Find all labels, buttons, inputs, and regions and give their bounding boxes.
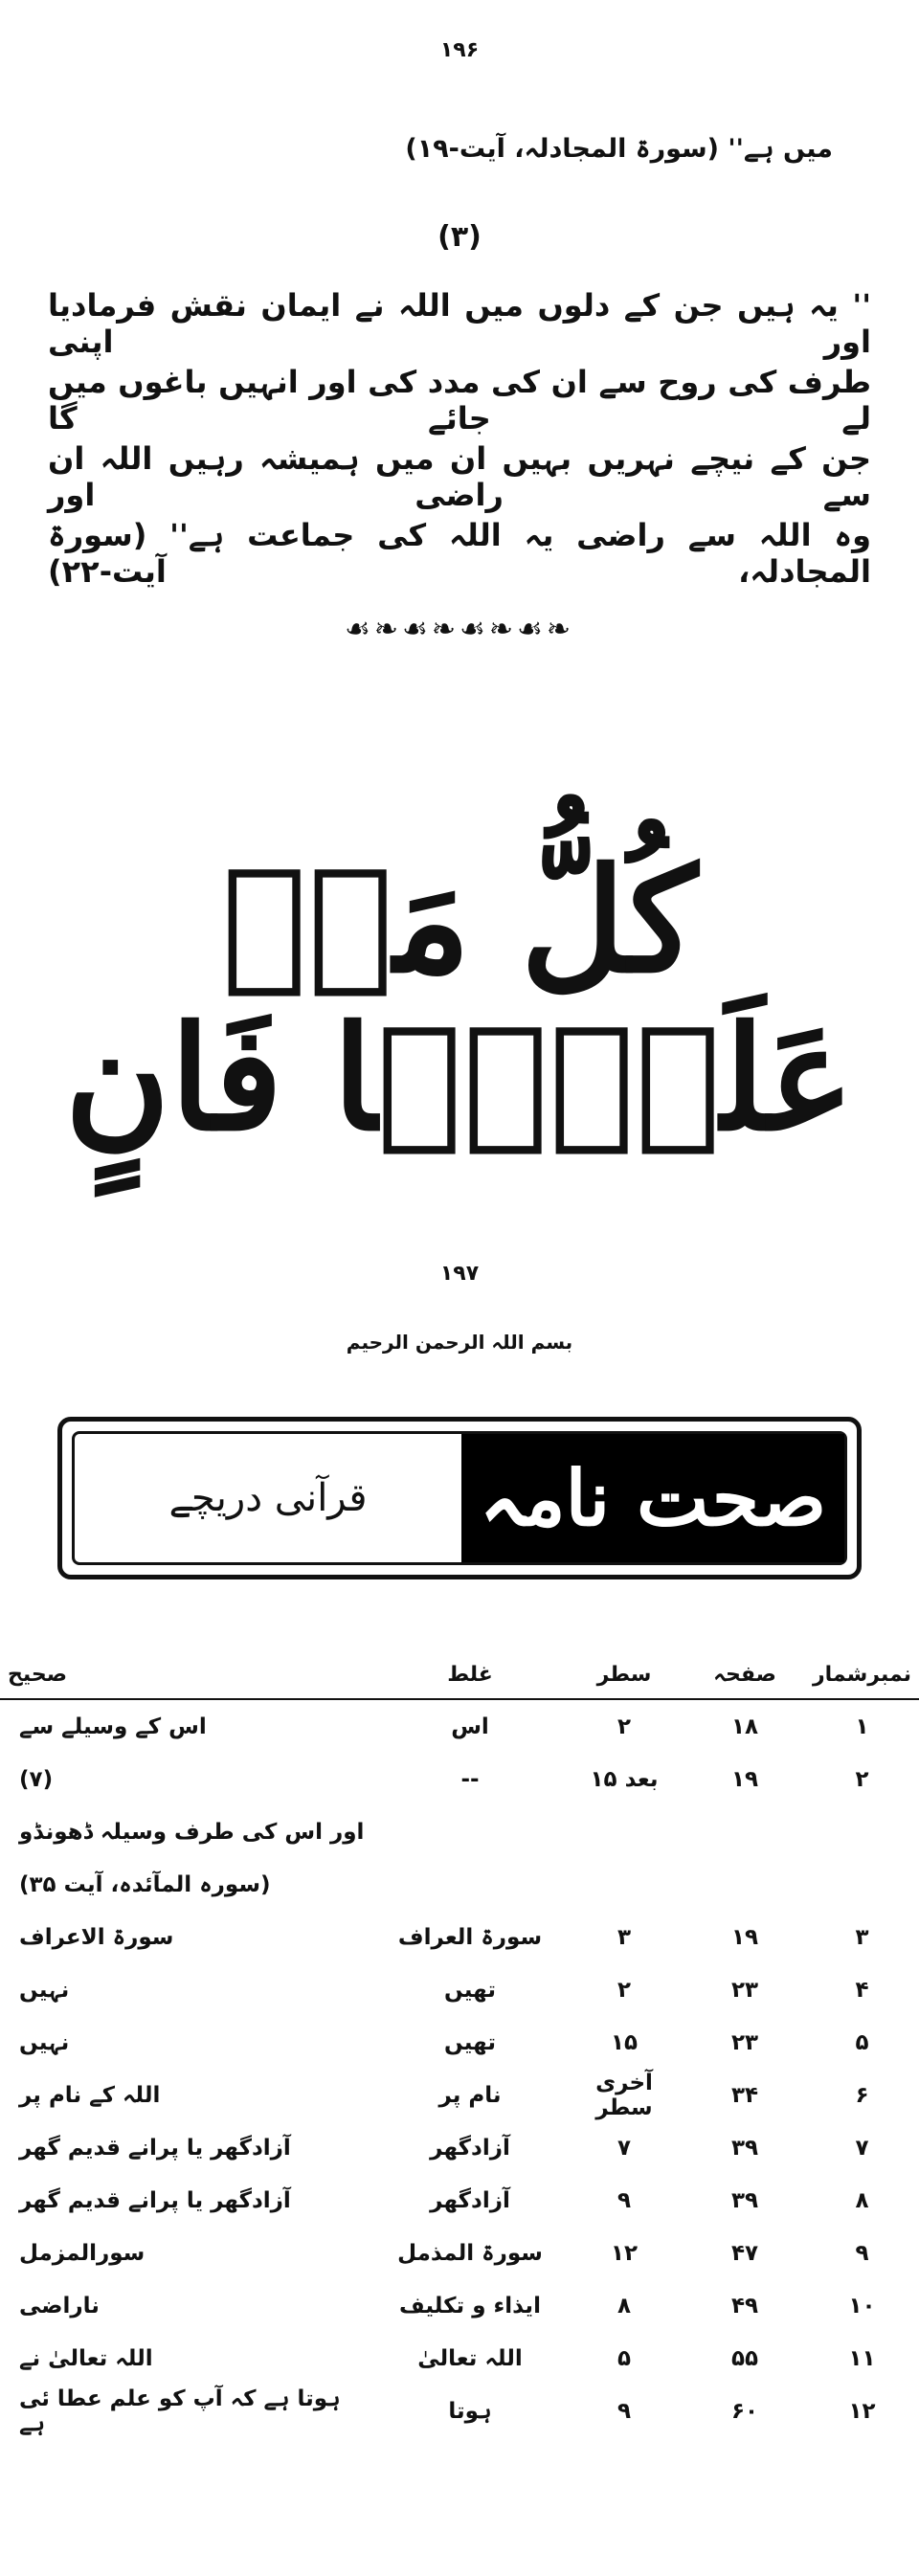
page-number-bottom: ۱۹۷: [439, 1262, 480, 1286]
banner-subtitle: قرآنی دریچے: [168, 1476, 368, 1520]
cell-serial: ۱: [855, 1714, 869, 1739]
cell-wrong: [376, 1805, 564, 1858]
table-row: [0, 1963, 919, 2016]
cell-line: [564, 1805, 684, 1858]
errata-header-row: [0, 1651, 919, 1699]
cell-line: ۹: [616, 2187, 632, 2213]
cell-page: ۳۴: [730, 2082, 759, 2108]
cell-correct: اللہ کے نام پر: [19, 2082, 161, 2108]
errata-table: [0, 1651, 919, 2437]
cell-correct: نہیں: [19, 1977, 70, 2003]
title-banner: [57, 1417, 862, 1579]
calligraphy-verse: کُلُّ مَنۡ عَلَیۡہَا فَانٍ: [64, 837, 855, 1163]
cell-page: ۲۳: [730, 2029, 759, 2055]
table-row: [0, 1753, 919, 1805]
cell-page: ۴۷: [730, 2240, 759, 2266]
cell-serial: [805, 1805, 919, 1858]
cell-page: ۵۵: [730, 2345, 759, 2371]
cell-correct: (سورہ المآئدہ، آیت ۳۵): [19, 1871, 271, 1897]
cell-correct: آزادگھر یا پرانے قدیم گھر: [19, 2187, 291, 2213]
cell-page: ۲۳: [730, 1977, 759, 2003]
cell-line: بعد ۱۵: [590, 1766, 659, 1792]
cell-correct: اس کے وسیلے سے: [19, 1714, 207, 1739]
cell-line: ۱۲: [610, 2240, 639, 2266]
cell-serial: ۶: [855, 2082, 869, 2108]
cell-line: ۵: [616, 2345, 632, 2371]
cell-page: ۳۹: [730, 2187, 759, 2213]
page-number-top: ۱۹۶: [439, 38, 480, 62]
table-row: [0, 2016, 919, 2069]
cell-line: ۲: [616, 1977, 632, 2003]
cell-page: ۳۹: [730, 2135, 759, 2161]
cell-serial: ۲: [855, 1766, 869, 1792]
cell-serial: ۱۰: [848, 2293, 876, 2318]
cell-line: [564, 1858, 684, 1911]
header-line: سطر: [564, 1651, 684, 1699]
cell-wrong: سورۃ المذمل: [397, 2240, 543, 2266]
table-row: [0, 1858, 919, 1911]
cell-wrong: ایذاء و تکلیف: [399, 2293, 541, 2318]
cell-serial: [805, 1858, 919, 1911]
table-row: [0, 1699, 919, 1753]
cell-wrong: ہوتا: [448, 2398, 492, 2424]
table-row: [0, 2174, 919, 2227]
cell-correct: (۷): [19, 1766, 54, 1792]
title-banner-frame: [72, 1431, 847, 1565]
cell-page: [684, 1858, 805, 1911]
cell-serial: ۸: [855, 2187, 869, 2213]
cell-serial: ۱۱: [848, 2345, 876, 2371]
cell-correct: نہیں: [19, 2029, 70, 2055]
cell-serial: ۱۲: [848, 2398, 876, 2424]
errata-body: [0, 1699, 919, 2437]
table-row: [0, 2121, 919, 2174]
opening-line: میں ہے'' (سورۃ المجادلہ، آیت-۱۹): [405, 134, 833, 164]
cell-wrong: اللہ تعالیٰ: [417, 2345, 523, 2371]
cell-serial: ۴: [855, 1977, 869, 2003]
table-row: [0, 2332, 919, 2385]
header-page: صفحہ: [684, 1651, 805, 1699]
paragraph-line-4: وہ اللہ سے راضی یہ اللہ کی جماعت ہے'' (سورۃ المجادلہ، آیت-۲۲): [48, 517, 871, 590]
cell-line: ۷: [616, 2135, 632, 2161]
cell-correct: ہوتا ہے کہ آپ کو علم عطا ئی ہے: [19, 2386, 341, 2436]
cell-correct: سورۃ الاعراف: [19, 1924, 174, 1950]
banner-title-box: [461, 1434, 844, 1562]
cell-line: ۹: [616, 2398, 632, 2424]
section-number: (۳): [437, 220, 482, 254]
cell-line: ۳: [616, 1924, 632, 1950]
cell-wrong: تھیں: [444, 1977, 496, 2003]
paragraph-line-3: جن کے نیچے نہریں بہیں ان میں ہمیشہ رہیں اللہ ان سے راضی اور: [48, 440, 871, 513]
cell-page: [684, 1805, 805, 1858]
cell-page: ۴۹: [730, 2293, 759, 2318]
table-row: [0, 2069, 919, 2121]
cell-page: ۱۹: [730, 1924, 759, 1950]
cell-wrong: آزادگھر: [430, 2135, 510, 2161]
cell-wrong: نام پر: [438, 2082, 502, 2108]
table-row: [0, 1805, 919, 1858]
cell-line: آخری سطر: [595, 2070, 653, 2120]
cell-correct: ناراضی: [19, 2293, 100, 2318]
cell-correct: آزادگھر یا پرانے قدیم گھر: [19, 2135, 291, 2161]
cell-page: ۶۰: [730, 2398, 759, 2424]
header-correct: صحیح: [0, 1651, 376, 1699]
table-row: [0, 2279, 919, 2332]
cell-serial: ۳: [855, 1924, 869, 1950]
cell-wrong: --: [460, 1766, 480, 1792]
banner-title: صحت نامہ: [479, 1453, 827, 1543]
paragraph-line-1: '' یہ ہیں جن کے دلوں میں اللہ نے ایمان نقش فرمادیا اور اپنی: [48, 287, 871, 360]
banner-subtitle-box: [75, 1434, 461, 1562]
cell-wrong: آزادگھر: [430, 2187, 510, 2213]
cell-serial: ۹: [855, 2240, 869, 2266]
cell-page: ۱۹: [730, 1766, 759, 1792]
table-row: [0, 2385, 919, 2437]
ornament-divider: ☙❧☙❧☙❧☙❧: [344, 613, 575, 646]
cell-page: ۱۸: [730, 1714, 759, 1739]
paragraph-line-2: طرف کی روح سے ان کی مدد کی اور انہیں باغوں میں لے جائے گا: [48, 364, 871, 437]
cell-wrong: اس: [451, 1714, 489, 1739]
cell-serial: ۵: [855, 2029, 869, 2055]
cell-correct: اور اس کی طرف وسیلہ ڈھونڈو: [19, 1819, 365, 1845]
table-row: [0, 2227, 919, 2279]
header-wrong: غلط: [376, 1651, 564, 1699]
cell-wrong: [376, 1858, 564, 1911]
cell-line: ۱۵: [610, 2029, 639, 2055]
basmala: بسم اللہ الرحمن الرحیم: [346, 1331, 573, 1354]
cell-line: ۸: [616, 2293, 632, 2318]
table-row: [0, 1911, 919, 1963]
cell-correct: سورالمزمل: [19, 2240, 146, 2266]
cell-serial: ۷: [855, 2135, 869, 2161]
header-serial: نمبرشمار: [805, 1651, 919, 1699]
cell-correct: اللہ تعالیٰ نے: [19, 2345, 153, 2371]
cell-line: ۲: [616, 1714, 632, 1739]
cell-wrong: سورۃ العراف: [397, 1924, 543, 1950]
cell-wrong: تھیں: [444, 2029, 496, 2055]
